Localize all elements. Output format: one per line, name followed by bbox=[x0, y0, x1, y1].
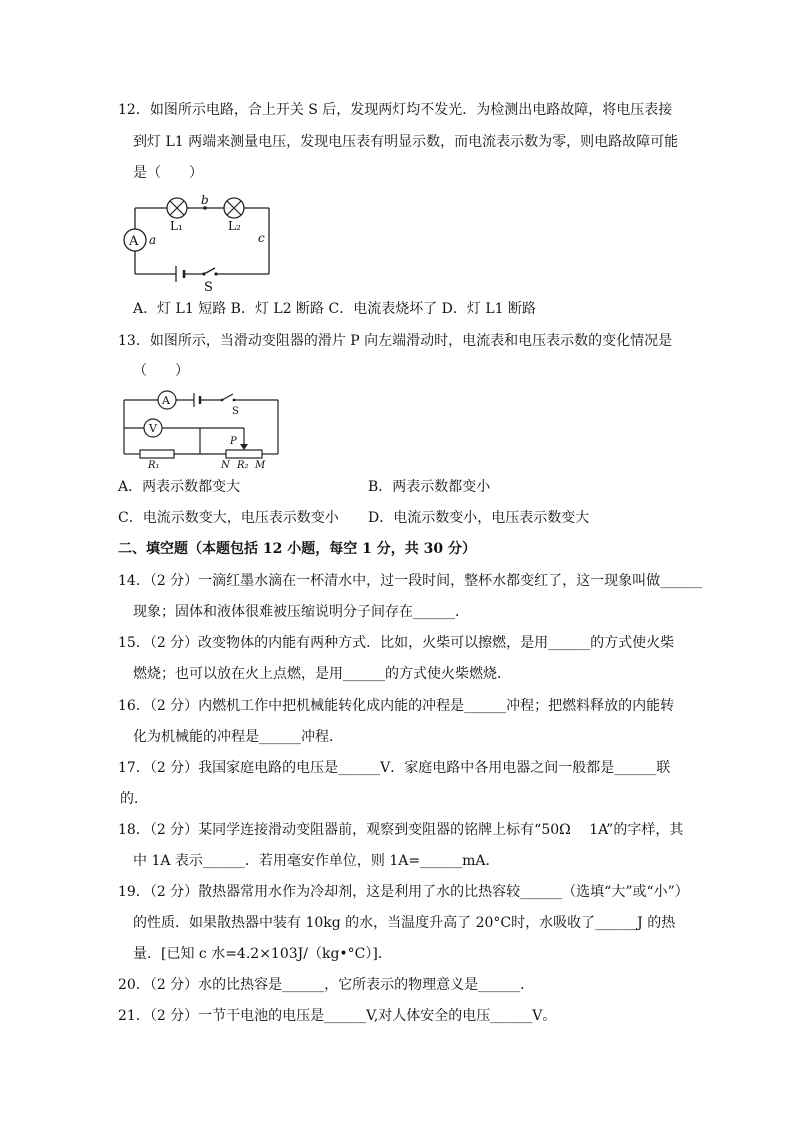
section-heading: 二、填空题（本题包括 12 小题，每空 1 分，共 30 分） bbox=[118, 541, 476, 557]
q18-line2: 中 1A 表示______．若用毫安作单位，则 1A=______mA． bbox=[133, 853, 500, 869]
switch-icon bbox=[221, 394, 236, 401]
lamp-l1-icon bbox=[167, 198, 187, 218]
q12-label-l1: L₁ bbox=[170, 219, 183, 233]
q21-line1: 21．（2 分）一节干电池的电压是______V,对人体安全的电压______V。 bbox=[118, 1008, 557, 1024]
q12-label-l2: L₂ bbox=[228, 219, 241, 233]
q14-line1: 14．（2 分）一滴红墨水滴在一杯清水中，过一段时间，整杯水都变红了，这一现象叫做______ bbox=[118, 573, 703, 589]
q19-line1: 19．（2 分）散热器常用水作为冷却剂，这是利用了水的比热容较______（选填“大”或“小”） bbox=[118, 884, 689, 900]
q17-line2: 的． bbox=[120, 791, 148, 807]
q13-m-label: M bbox=[255, 460, 266, 471]
q13-option-d: D．电流示数变小，电压表示数变大 bbox=[368, 510, 590, 526]
q19-line3: 量．[已知 c 水=4.2×103J/（kg•°C）]． bbox=[133, 946, 392, 962]
q12-ammeter-label: A bbox=[129, 234, 139, 249]
q13-ammeter-label: A bbox=[162, 394, 170, 407]
q13-option-c: C．电流示数变大，电压表示数变小 bbox=[118, 510, 339, 526]
q17-line1: 17．（2 分）我国家庭电路的电压是______V．家庭电路中各用电器之间一般都是______联 bbox=[118, 760, 671, 776]
q13-line1: 13．如图所示，当滑动变阻器的滑片 P 向左端滑动时，电流表和电压表示数的变化情况是 bbox=[118, 333, 673, 349]
q12-options: A．灯 L1 短路 B．灯 L2 断路 C．电流表烧坏了 D．灯 L1 断路 bbox=[133, 301, 536, 317]
q13-n-label: N bbox=[221, 460, 230, 471]
q13-circuit-diagram bbox=[118, 388, 284, 472]
q13-option-b: B．两表示数都变小 bbox=[368, 479, 491, 495]
q12-point-b: b bbox=[201, 193, 209, 207]
resistor-r1-icon bbox=[140, 450, 174, 458]
q12-switch-label: S bbox=[204, 280, 213, 295]
q12-point-a: a bbox=[149, 233, 157, 247]
q20-line1: 20．（2 分）水的比热容是______，它所表示的物理意义是______． bbox=[118, 977, 535, 993]
q13-r1-label: R₁ bbox=[148, 460, 160, 471]
q18-line1: 18．（2 分）某同学连接滑动变阻器前，观察到变阻器的铭牌上标有“50Ω 1A”的字样，其 bbox=[118, 822, 684, 838]
rheostat-r2-icon bbox=[226, 450, 262, 458]
q13-slider-label: P bbox=[230, 436, 237, 447]
q13-r2-label: R₂ bbox=[237, 460, 249, 471]
q15-line1: 15．（2 分）改变物体的内能有两种方式．比如，火柴可以擦燃，是用______的方式使火柴 bbox=[118, 635, 675, 651]
battery-icon bbox=[176, 266, 184, 282]
q14-line2: 现象；固体和液体很难被压缩说明分子间存在______． bbox=[133, 604, 469, 620]
q16-line2: 化为机械能的冲程是______冲程． bbox=[133, 729, 343, 745]
q15-line2: 燃烧；也可以放在火上点燃，是用______的方式使火柴燃烧． bbox=[133, 666, 511, 682]
q13-switch-label: S bbox=[232, 406, 239, 417]
q12-circuit-diagram bbox=[118, 192, 278, 295]
q13-voltmeter-label: V bbox=[149, 422, 157, 435]
switch-icon bbox=[202, 268, 217, 276]
q13-option-a: A．两表示数都变大 bbox=[118, 479, 241, 495]
q13-line2: （ ） bbox=[133, 363, 189, 379]
q12-point-c: c bbox=[258, 231, 265, 245]
q12-line1: 12．如图所示电路，合上开关 S 后，发现两灯均不发光．为检测出电路故障，将电压表接 bbox=[118, 102, 673, 118]
q19-line2: 的性质．如果散热器中装有 10kg 的水，当温度升高了 20°C时，水吸收了______J 的热 bbox=[133, 915, 676, 931]
q12-line2: 到灯 L1 两端来测量电压，发现电压表有明显示数，而电流表示数为零，则电路故障可能 bbox=[133, 134, 679, 150]
q12-line3: 是（ ） bbox=[133, 165, 203, 181]
lamp-l2-icon bbox=[224, 198, 244, 218]
q16-line1: 16．（2 分）内燃机工作中把机械能转化成内能的冲程是______冲程；把燃料释放的内能转 bbox=[118, 698, 675, 714]
battery-icon bbox=[194, 393, 200, 407]
